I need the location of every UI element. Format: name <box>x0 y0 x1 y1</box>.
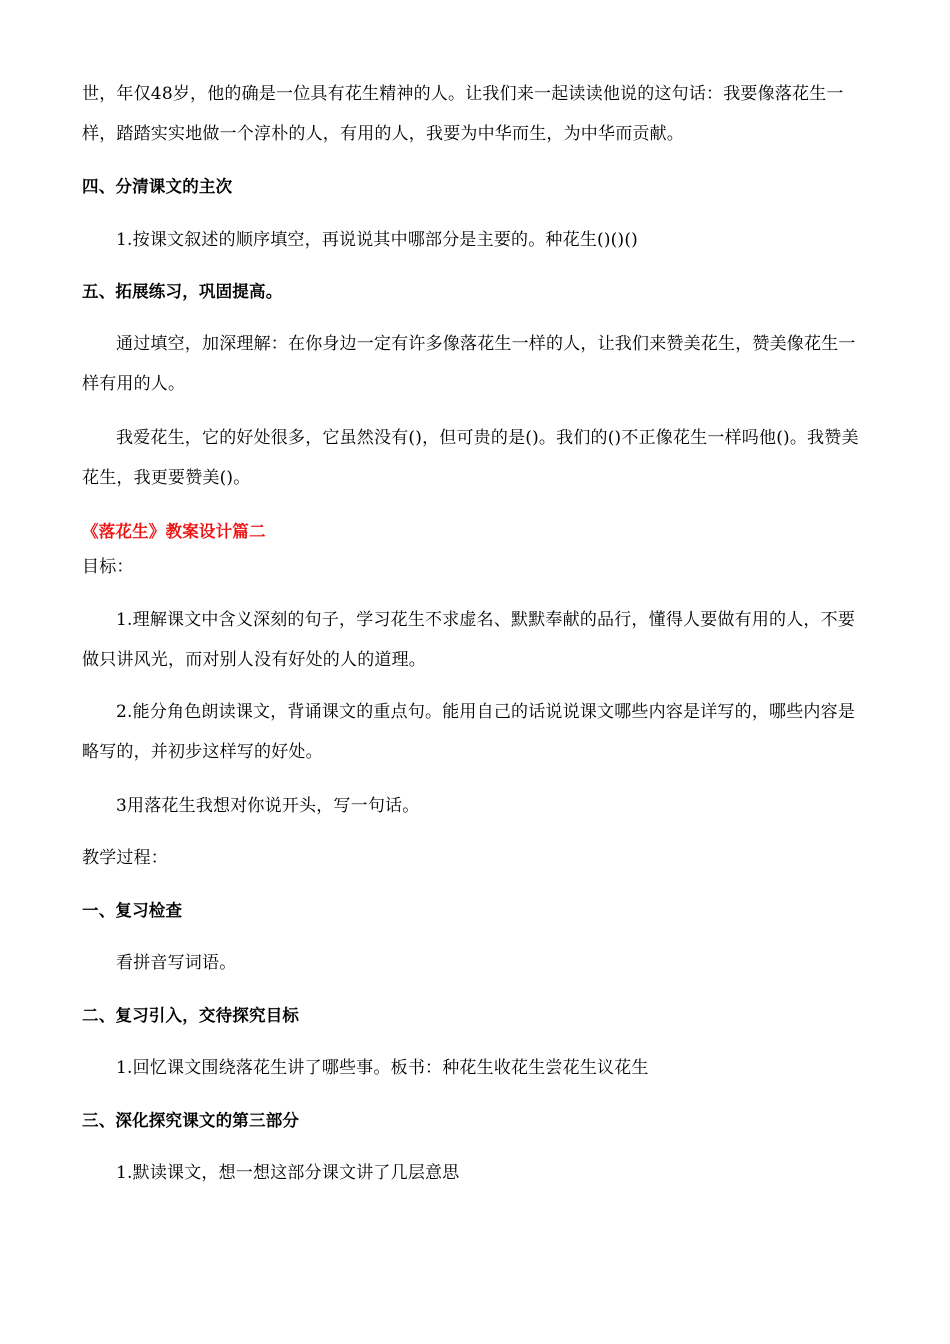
paragraph-fill-order: 1.按课文叙述的顺序填空，再说说其中哪部分是主要的。种花生()()() <box>116 230 639 250</box>
paragraph-fill-blanks: 我爱花生，它的好处很多，它虽然没有()，但可贵的是()。我们的()不正像花生一样吗他()。我赞美花生，我更要赞美()。 <box>82 428 859 488</box>
paragraph-silent-reading: 1.默读课文，想一想这部分课文讲了几层意思 <box>116 1163 460 1183</box>
section-title: 《落花生》教案设计篇二 <box>82 522 266 541</box>
paragraph-review: 看拼音写词语。 <box>116 953 237 973</box>
goal-item-2: 2.能分角色朗读课文，背诵课文的重点句。能用自己的话说说课文哪些内容是详写的，哪些内容是略写的，并初步这样写的好处。 <box>82 702 856 762</box>
goal-label: 目标： <box>82 557 134 577</box>
heading-three: 三、深化探究课文的第三部分 <box>82 1111 300 1130</box>
paragraph-fill-understand: 通过填空，加深理解：在你身边一定有许多像落花生一样的人，让我们来赞美花生，赞美像花生一样有用的人。 <box>82 334 856 394</box>
goal-item-3: 3用落花生我想对你说开头，写一句话。 <box>116 796 420 816</box>
paragraph-recall: 1.回忆课文围绕落花生讲了哪些事。板书：种花生收花生尝花生议花生 <box>116 1058 649 1078</box>
goal-item-1: 1.理解课文中含义深刻的句子，学习花生不求虚名、默默奉献的品行，懂得人要做有用的人，不要做只讲风光，而对别人没有好处的人的道理。 <box>82 610 856 670</box>
heading-five: 五、拓展练习，巩固提高。 <box>82 282 283 301</box>
heading-one: 一、复习检查 <box>82 901 183 920</box>
process-label: 教学过程： <box>82 848 168 868</box>
heading-two: 二、复习引入，交待探究目标 <box>82 1006 300 1025</box>
paragraph-continued: 世，年仅48岁，他的确是一位具有花生精神的人。让我们来一起读读他说的这句话：我要像落花生一样，踏踏实实地做一个淳朴的人，有用的人，我要为中华而生，为中华而贡献。 <box>82 84 844 144</box>
heading-four: 四、分清课文的主次 <box>82 177 233 196</box>
